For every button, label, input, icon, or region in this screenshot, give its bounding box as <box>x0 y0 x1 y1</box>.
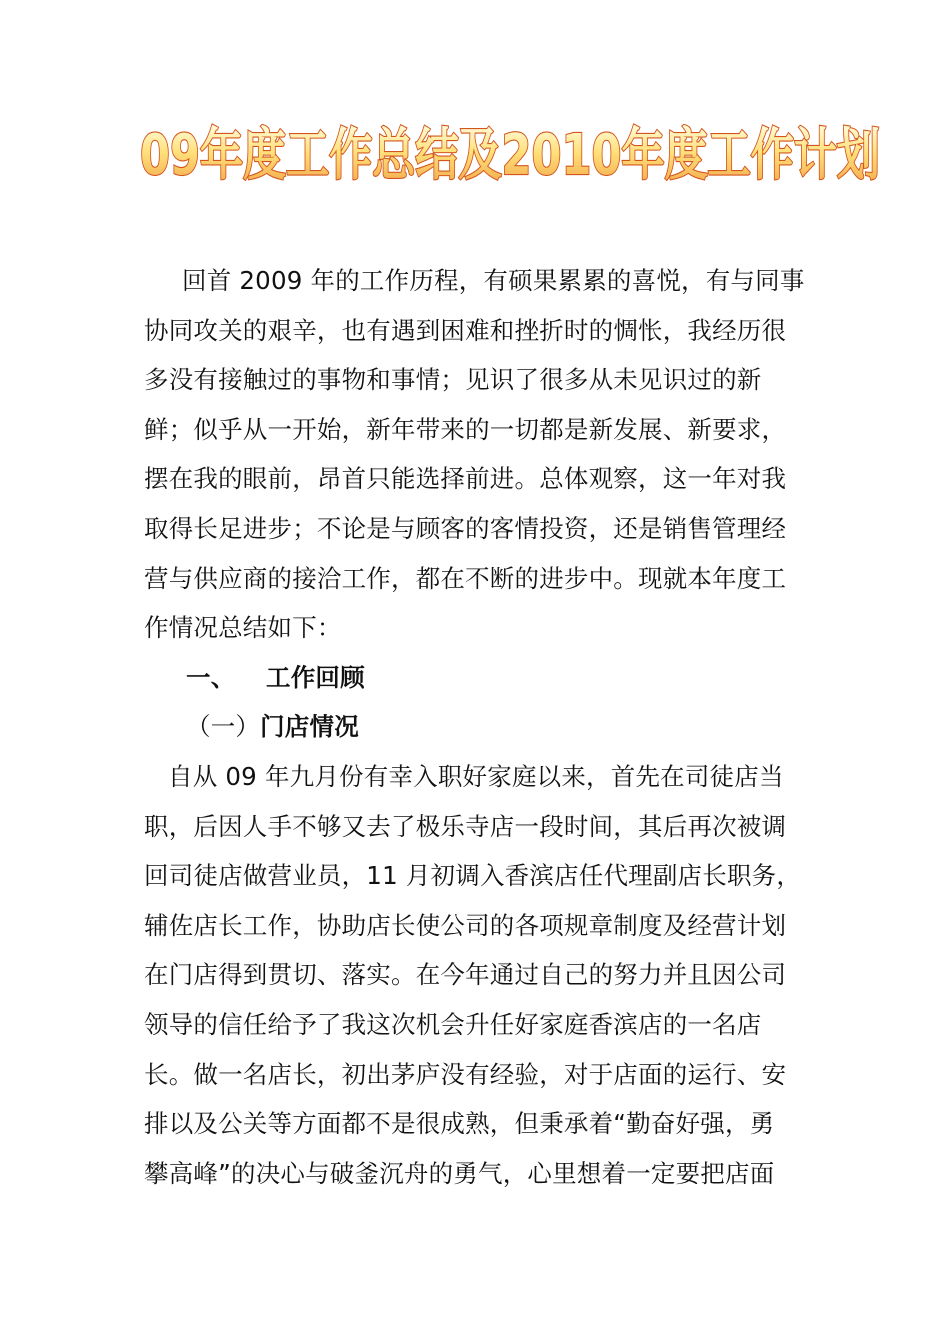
paragraph-2-line: 攀高峰”的决心与破釜沉舟的勇气，心里想着一定要把店面 <box>144 1158 775 1188</box>
paragraph-2-line: 排以及公关等方面都不是很成熟，但秉承着“勤奋好强，勇 <box>144 1109 775 1139</box>
paragraph-2-line: 长。做一名店长，初出茅庐没有经验，对于店面的运行、安 <box>144 1059 787 1089</box>
paragraph-1-line: 多没有接触过的事物和事情；见识了很多从未见识过的新 <box>144 365 762 395</box>
paragraph-1-line: 摆在我的眼前，昂首只能选择前进。总体观察，这一年对我 <box>144 464 787 494</box>
title-wordart-svg <box>138 108 898 200</box>
paragraph-2-line: 辅佐店长工作，协助店长使公司的各项规章制度及经营计划 <box>144 910 787 940</box>
paragraph-2-line: 自从 09 年九月份有幸入职好家庭以来，首先在司徒店当 <box>168 761 784 791</box>
paragraph-1-line: 取得长足进步；不论是与顾客的客情投资，还是销售管理经 <box>144 513 787 543</box>
subsection-title: 门店情况 <box>260 712 359 742</box>
paragraph-1-line: 鲜；似乎从一开始，新年带来的一切都是新发展、新要求， <box>144 414 787 444</box>
paragraph-1-line: 回首 2009 年的工作历程，有硕果累累的喜悦，有与同事 <box>182 266 805 295</box>
document-body <box>144 256 844 1198</box>
section-heading <box>144 653 844 703</box>
paragraph-2-line: 领导的信任给予了我这次机会升任好家庭香滨店的一名店 <box>144 1009 762 1039</box>
paragraph-1-line: 作情况总结如下： <box>144 613 342 643</box>
section-number: 一、 <box>186 662 236 692</box>
paragraph-1-line: 协同攻关的艰辛，也有遇到困难和挫折时的惆怅，我经历很 <box>144 315 787 345</box>
paragraph-2-line: 在门店得到贯切、落实。在今年通过自己的努力并且因公司 <box>144 960 787 990</box>
subsection-heading <box>144 702 844 752</box>
paragraph-2-line: 职，后因人手不够又去了极乐寺店一段时间，其后再次被调 <box>144 811 787 841</box>
paragraph-2-line: 回司徒店做营业员，11 月初调入香滨店任代理副店长职务， <box>144 861 802 891</box>
document-title-wordart <box>138 108 898 200</box>
subsection-number: （一） <box>186 712 261 742</box>
document-title: 09年度工作总结及2010年度工作计划 <box>140 123 880 188</box>
paragraph-1-line: 营与供应商的接洽工作，都在不断的进步中。现就本年度工 <box>144 563 787 593</box>
section-title: 工作回顾 <box>266 662 365 692</box>
